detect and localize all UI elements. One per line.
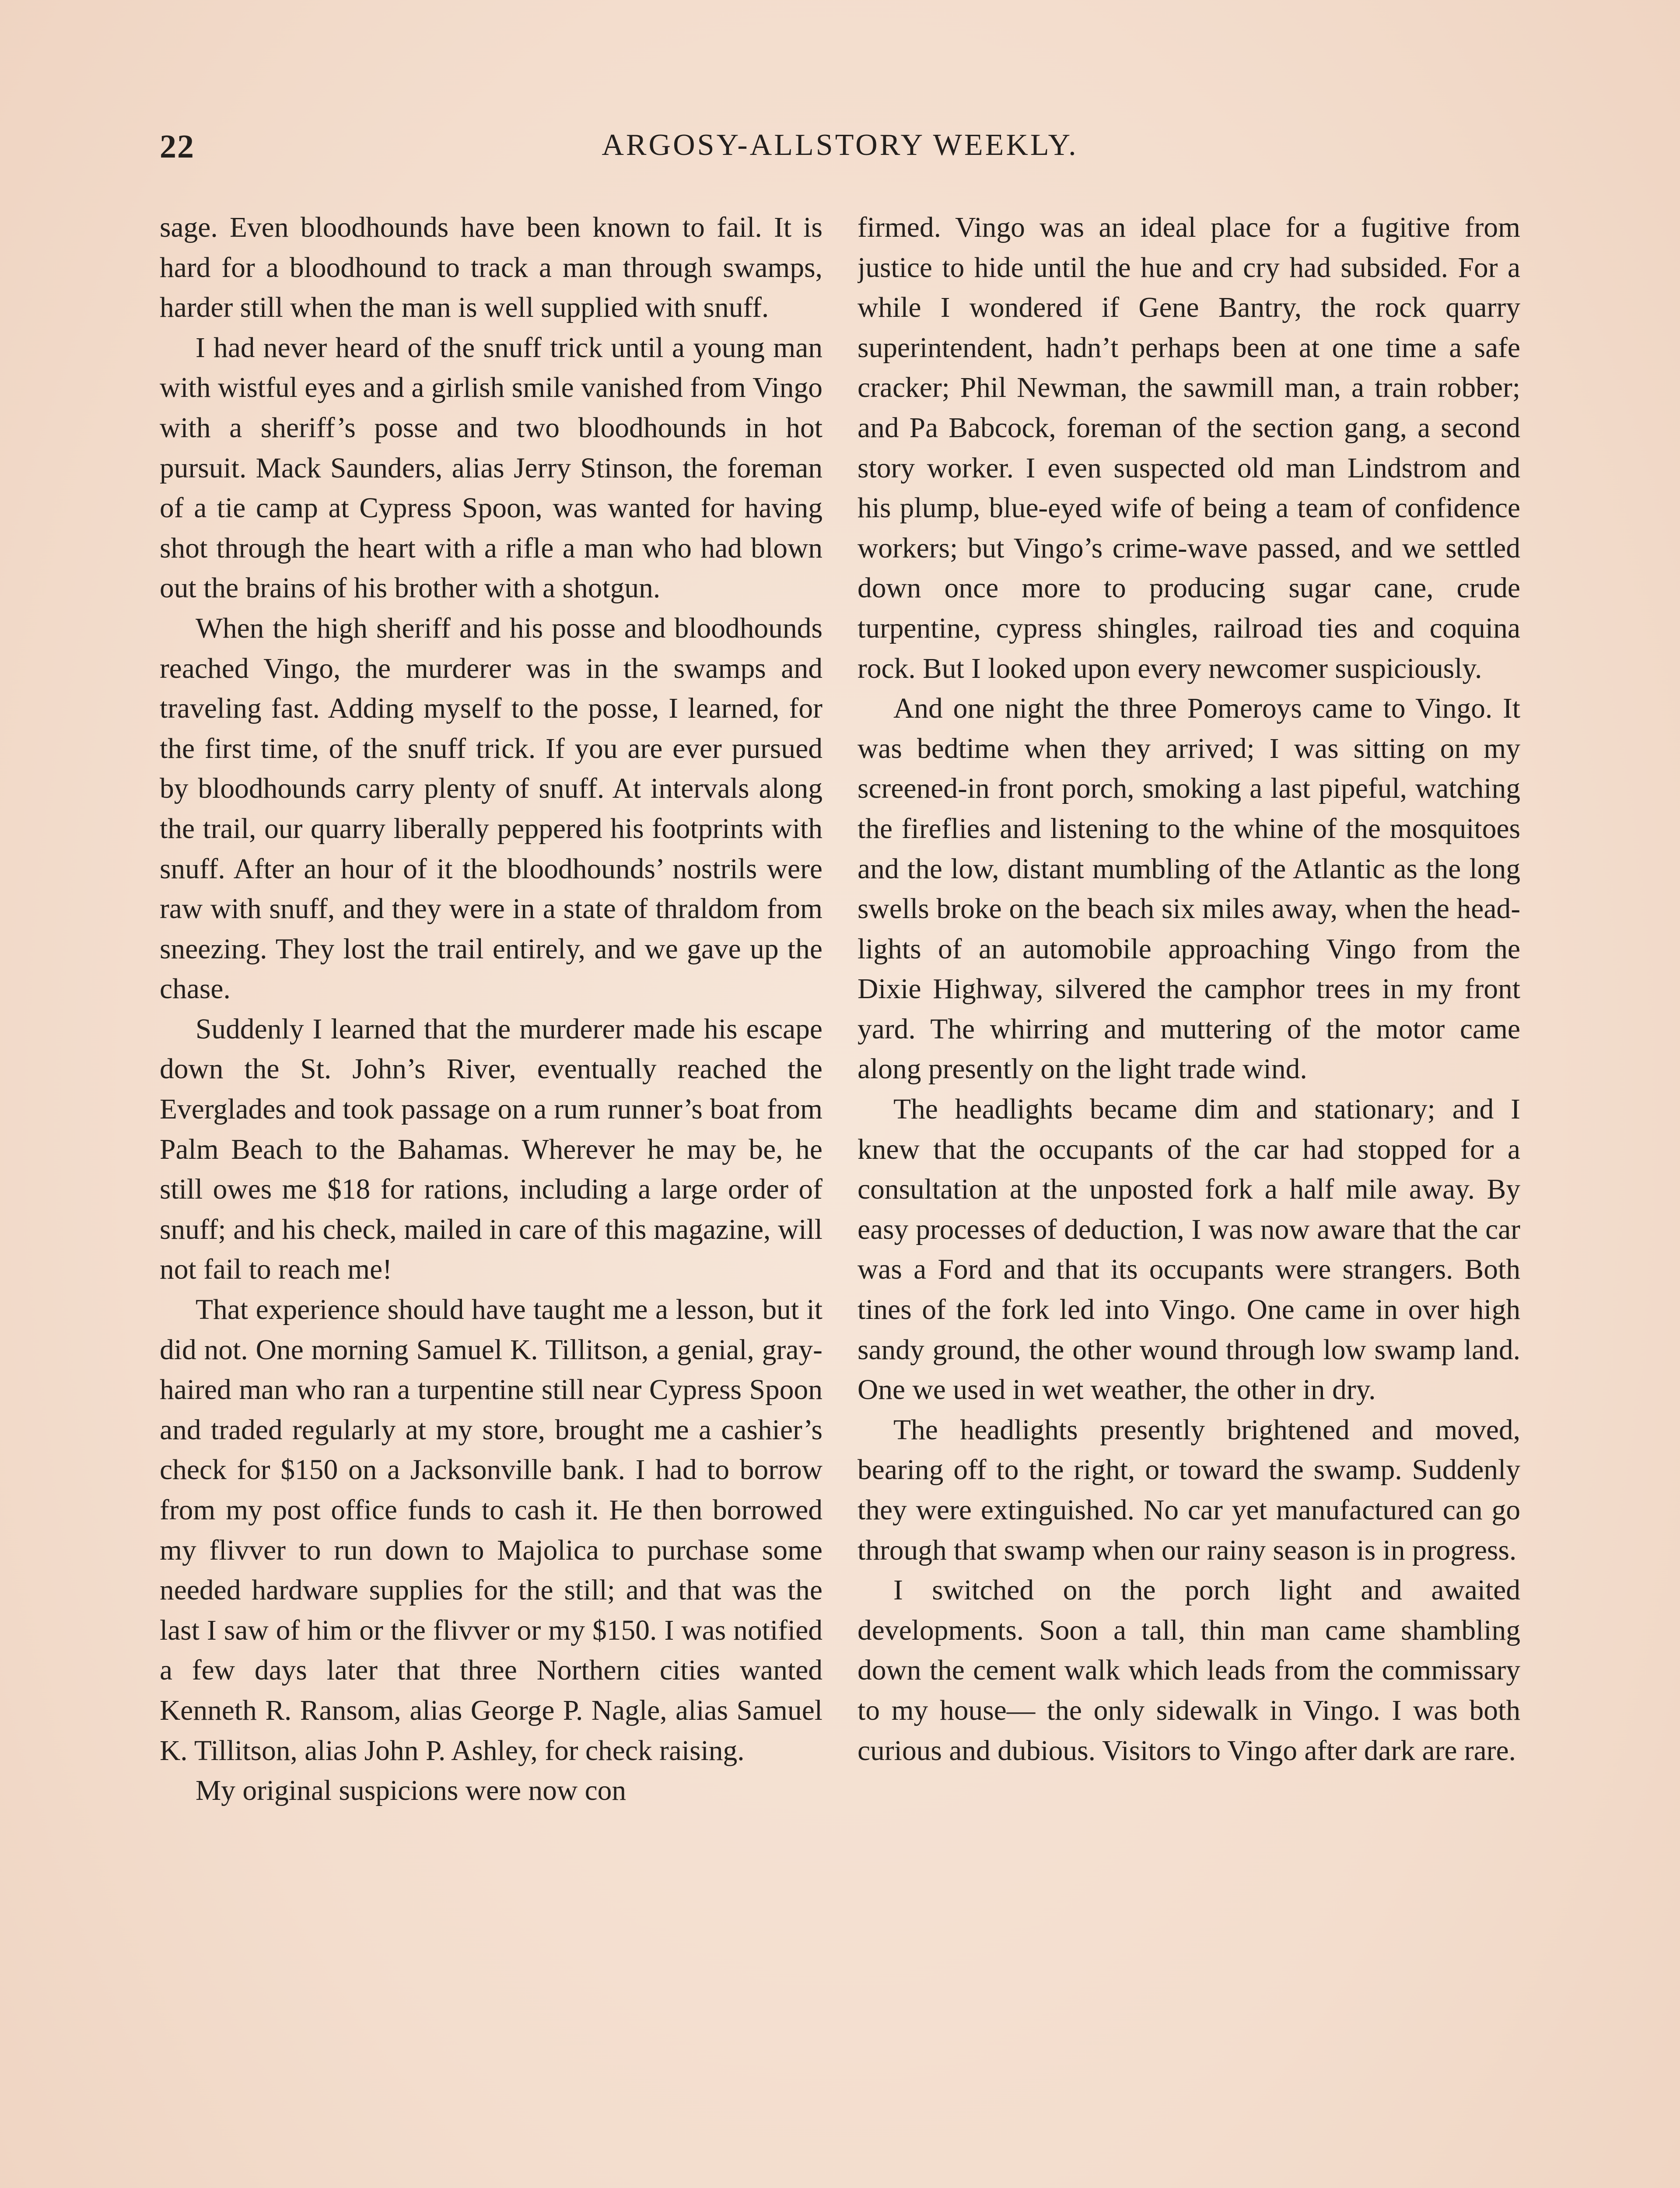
paragraph: The headlights presently brightened and moved, bearing off to the right, or toward the swamp. Suddenly they were extinguished. No car yet manufactured can go through that swamp when our rainy season is in progress. bbox=[858, 1414, 1520, 1566]
running-head: ARGOSY-ALLSTORY WEEKLY. bbox=[602, 128, 1078, 162]
page-header bbox=[160, 128, 1520, 176]
paragraph: sage. Even bloodhounds have been known to fail. It is hard for a bloodhound to track a man through swamps, harder still when the man is well supplied with snuff. bbox=[160, 212, 822, 324]
paragraph: And one night the three Pomeroys came to Vingo. It was bedtime when they arrived; I was sitting on my screened-in front porch, smoking a last pipeful, watching the fireflies and listening to the whine of the mosquitoes and the low, distant mumbling of the Atlantic as the long swells broke on the beach six miles away, when the headlights of an automobile approaching Vingo from the Dixie Highway, silvered the camphor trees in my front yard. The whirring and muttering of the motor came along presently on the light trade wind. bbox=[858, 693, 1520, 1085]
right-column bbox=[858, 208, 1520, 2188]
paragraph: My original suspicions were now con bbox=[196, 1775, 626, 1807]
paragraph: firmed. Vingo was an ideal place for a fugitive from justice to hide until the hue and cry had subsided. For a while I wondered if Gene Bantry, the rock quarry superintendent, hadn’t perhaps been at one time a safe cracker; Phil Newman, the sawmill man, a train robber; and Pa Babcock, foreman of the section gang, a second story worker. I even suspected old man Lindstrom and his plump, blue-eyed wife of being a team of confidence workers; but Vingo’s crime-wave passed, and we settled down once more to producing sugar cane, crude turpentine, cypress shingles, railroad ties and coquina rock. But I looked upon every newcomer suspiciously. bbox=[858, 212, 1520, 684]
paragraph: The headlights became dim and stationary; and I knew that the occupants of the car had stopped for a consultation at the unposted fork a half mile away. By easy processes of deduction, I was now aware that the car was a Ford and that its occupants were strangers. Both tines of the fork led into Vingo. One came in over high sandy ground, the other wound through low swamp land. One we used in wet weather, the other in dry. bbox=[858, 1094, 1520, 1406]
paragraph: Suddenly I learned that the murderer made his escape down the St. John’s River, eventually reached the Everglades and took passage on a rum runner’s boat from Palm Beach to the Bahamas. Wherever he may be, he still owes me $18 for rations, including a large order of snuff; and his check, mailed in care of this magazine, will not fail to reach me! bbox=[160, 1013, 822, 1286]
paragraph: I had never heard of the snuff trick until a young man with wistful eyes and a girlish smile vanished from Vingo with a sheriff’s posse and two bloodhounds in hot pursuit. Mack Saunders, alias Jerry Stinson, the foreman of a tie camp at Cypress Spoon, was wanted for having shot through the heart with a rifle a man who had blown out the brains of his brother with a shotgun. bbox=[160, 332, 822, 604]
paragraph: That experience should have taught me a lesson, but it did not. One morning Samuel K. Tillitson, a genial, gray-haired man who ran a turpentine still near Cypress Spoon and traded regularly at my store, brought me a cashier’s check for $150 on a Jacksonville bank. I had to borrow from my post office funds to cash it. He then borrowed my flivver to run down to Majolica to purchase some needed hardware supplies for the still; and that was the last I saw of him or the flivver or my $150. I was notified a few days later that three Northern cities wanted Kenneth R. Ransom, alias George P. Nagle, alias Samuel K. Tillitson, alias John P. Ashley, for check raising. bbox=[160, 1294, 822, 1767]
page-number: 22 bbox=[160, 128, 195, 165]
paragraph: I switched on the porch light and awaited developments. Soon a tall, thin man came shambling down the cement walk which leads from the commissary to my house— the only sidewalk in Vingo. I was both curious and dubious. Visitors to Vingo after dark are rare. bbox=[858, 1574, 1520, 1767]
paragraph: When the high sheriff and his posse and bloodhounds reached Vingo, the murderer was in the swamps and traveling fast. Adding myself to the posse, I learned, for the first time, of the snuff trick. If you are ever pursued by bloodhounds carry plenty of snuff. At intervals along the trail, our quarry liberally peppered his footprints with snuff. After an hour of it the bloodhounds’ nostrils were raw with snuff, and they were in a state of thraldom from sneezing. They lost the trail entirely, and we gave up the chase. bbox=[160, 612, 822, 1005]
left-column bbox=[160, 208, 822, 2188]
